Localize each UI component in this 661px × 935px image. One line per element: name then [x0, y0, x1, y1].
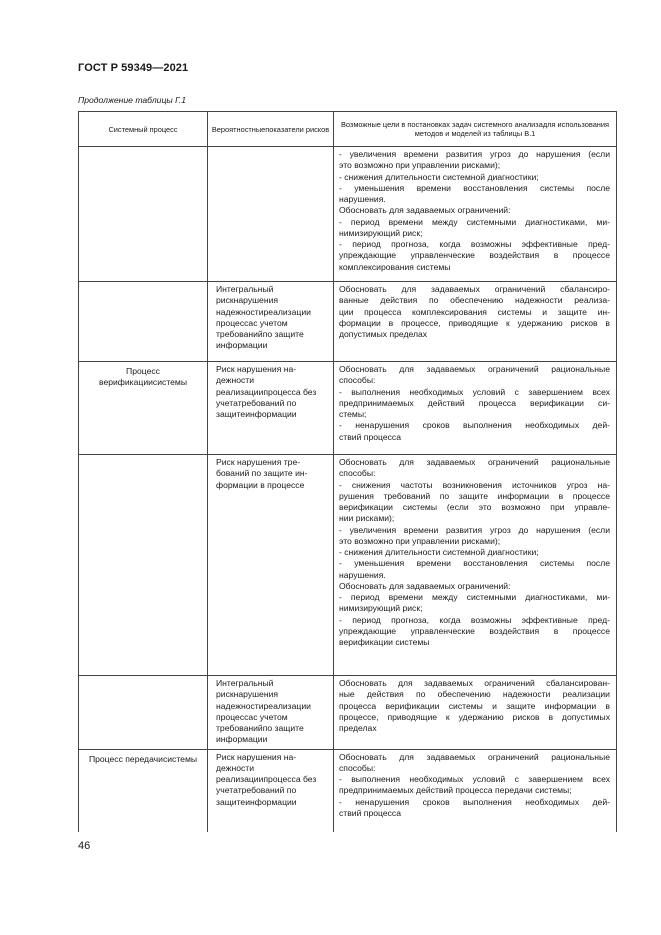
goal-cell [334, 455, 617, 676]
goal-cell-line: процесса верификации системы и защите информации в [339, 700, 610, 711]
risk-cell [208, 749, 334, 832]
goal-cell-line: - увеличения времени развития угроз до нарушения (если [339, 149, 610, 159]
goal-cell [334, 282, 617, 362]
goal-cell-line: Обосновать для задаваемых ограничений рациональные [339, 457, 610, 467]
risk-cell-line: дежности реализации [216, 375, 264, 397]
process-cell [79, 147, 208, 282]
goal-cell [334, 676, 617, 750]
goal-cell-line: Обосновать для задаваемых ограничений: [339, 580, 511, 591]
risk-cell-line: нарушения надежности [216, 689, 279, 711]
risk-cell [208, 282, 334, 362]
goal-cell-line: рушения требований по защите информации в процессе [339, 490, 610, 501]
risk-cell-line: Интегральный риск [216, 284, 274, 306]
risk-cell-line: Риск нарушения на- [216, 751, 297, 762]
table-row [79, 282, 617, 362]
goal-cell-line: способы: [339, 762, 376, 773]
goal-cell-line: - период прогноза, когда возможны эффективные пред- [339, 239, 610, 249]
goal-cell-line: Обосновать для задаваемых ограничений сбалансирован- [339, 678, 610, 688]
goal-cell [334, 749, 617, 832]
goal-cell-line: ванные действия по обеспечению надежности реализа- [339, 295, 610, 306]
goal-cell-line: предпринимаемых действий процесса верификации си- [339, 397, 610, 408]
goal-cell-line: - снижения частоты возникновения источников угроз на- [339, 479, 610, 490]
header-line: для использования методов и моделей из таблицы В.1 [414, 120, 610, 138]
goal-cell-line: Обосновать для задаваемых ограничений сбалансиро- [339, 284, 610, 294]
goal-cell-line: стемы; [339, 409, 367, 419]
goal-cell-line: - период времени между системными диагностиками, ми- [339, 592, 610, 602]
goal-cell-line: - период прогноза, когда возможны эффективные пред- [339, 614, 610, 625]
risk-cell-line: Риск нарушения на- [216, 364, 297, 374]
goal-cell-line: допустимых пределах [339, 329, 428, 339]
risk-cell-line: Интегральный риск [216, 678, 274, 700]
risk-cell-line: информации [245, 796, 297, 807]
goal-cell-line: ции процесса комплексирования системы и защите ин- [339, 306, 610, 317]
risk-cell-line: по защите информации [216, 329, 304, 351]
goal-cell-line: комплексирования системы [339, 261, 451, 272]
process-cell-line: Процесс передачи [88, 753, 163, 764]
goal-cell-line: - снижения длительности системной диагностики; [339, 547, 539, 557]
goal-cell-line: - уменьшения времени восстановления системы после [339, 182, 610, 193]
process-cell-line: системы [162, 753, 198, 764]
risk-cell-line: формации в процессе [216, 479, 305, 490]
risk-cell-line: реализации процесса [216, 306, 311, 328]
process-cell [79, 455, 208, 676]
goal-cell-line: ствий процесса [339, 431, 401, 442]
risk-cell [208, 147, 334, 282]
goal-cell-line: нимизирующий риск; [339, 603, 423, 614]
page-number: 46 [78, 840, 91, 852]
goal-cell-line: верификации системы [339, 637, 430, 647]
goal-cell-line: - период времени между системными диагностиками, ми- [339, 216, 610, 227]
goal-cell-line: нимизирующий риск; [339, 227, 423, 238]
goal-cell-line: формации в процессе, приводящие к удержанию рисков в [339, 317, 610, 328]
risk-cell-line: процесса без учета [216, 774, 317, 796]
risk-cell-line: требований по защите [216, 397, 297, 419]
process-cell-line: Процесс верификации [98, 366, 160, 388]
table-row [79, 676, 617, 750]
document-title: ГОСТ Р 59349—2021 [78, 62, 189, 74]
process-cell [79, 362, 208, 455]
goal-cell-line: - уменьшения времени восстановления системы после [339, 558, 610, 569]
goal-cell-line: ствий процесса [339, 807, 401, 818]
risk-cell-line: нарушения надежности [216, 295, 279, 317]
goal-cell-line: способы: [339, 375, 376, 386]
header-line: Системный процесс [108, 124, 178, 134]
table-caption: Продолжение таблицы Г.1 [78, 95, 187, 105]
goal-cell-line: нарушения. [339, 194, 386, 204]
goal-cell-line: Обосновать для задаваемых ограничений рациональные [339, 751, 610, 762]
process-cell-line: системы [152, 377, 188, 388]
goal-cell [334, 362, 617, 455]
goal-cell-line: Обосновать для задаваемых ограничений: [339, 205, 511, 216]
risk-cell-line: бований по защите ин- [216, 468, 308, 479]
risk-cell-line: информации [245, 409, 297, 419]
risk-cell-line: по защите информации [216, 723, 304, 745]
risk-cell-line: Риск нарушения тре- [216, 457, 301, 467]
goal-cell-line: верификации системы (если это возможно при управле- [339, 502, 610, 512]
goal-cell-line: нии рисками); [339, 513, 395, 524]
risk-cell-line: реализации процесса [216, 700, 311, 722]
goal-cell-line: упреждающие управленческие воздействия в процессе [339, 250, 610, 261]
goal-cell-line: пределах [339, 723, 377, 733]
goal-cell-line: - выполнения необходимых условий с завершением всех [339, 774, 610, 784]
risk-cell [208, 362, 334, 455]
header-line: показатели рисков [265, 124, 330, 134]
goal-cell-line: нарушения. [339, 569, 386, 580]
goal-cell-line: это возможно при управлении рисками); [339, 160, 501, 171]
process-cell [79, 282, 208, 362]
risk-cell-line: требований по защите [216, 785, 297, 807]
goal-cell-line: - ненарушения сроков выполнения необходимых дей- [339, 796, 610, 807]
goal-cell-line: предпринимаемых действий процесса передачи системы; [339, 785, 572, 796]
risk-cell [208, 676, 334, 750]
risk-cell-line: с учетом требований [216, 711, 288, 733]
goal-cell-line: - выполнения необходимых условий с завершением всех [339, 386, 610, 397]
header-possible-goals [334, 112, 617, 147]
table-row [79, 362, 617, 455]
goal-cell-line: это возможно при управлении рисками); [339, 535, 501, 546]
risk-cell-line: с учетом требований [216, 317, 288, 339]
table-row [79, 147, 617, 282]
goal-cell [334, 147, 617, 282]
risk-goals-table [78, 111, 617, 832]
process-cell [79, 749, 208, 832]
goal-cell-line: - ненарушения сроков выполнения необходимых дей- [339, 420, 610, 431]
process-cell [79, 676, 208, 750]
goal-cell-line: - увеличения времени развития угроз до нарушения (если [339, 524, 610, 535]
risk-cell-line: процесса без учета [216, 386, 317, 408]
risk-cell [208, 455, 334, 676]
header-line: Возможные цели в постановках задач системного анализа [340, 120, 543, 129]
goal-cell-line: Обосновать для задаваемых ограничений рациональные [339, 364, 610, 374]
goal-cell-line: ные действия по обеспечению надежности реализации [339, 689, 610, 700]
table-row [79, 749, 617, 832]
header-system-process [79, 112, 208, 147]
goal-cell-line: способы: [339, 468, 376, 479]
header-risk-indicators [208, 112, 334, 147]
table-row [79, 455, 617, 676]
header-line: Вероятностные [211, 124, 266, 134]
table-header-row [79, 112, 617, 147]
goal-cell-line: - снижения длительности системной диагностики; [339, 171, 539, 182]
goal-cell-line: процессе, приводящие к удержанию рисков в допустимых [339, 711, 610, 722]
goal-cell-line: упреждающие управленческие воздействия в процессе [339, 625, 610, 636]
risk-cell-line: дежности реализации [216, 762, 264, 784]
